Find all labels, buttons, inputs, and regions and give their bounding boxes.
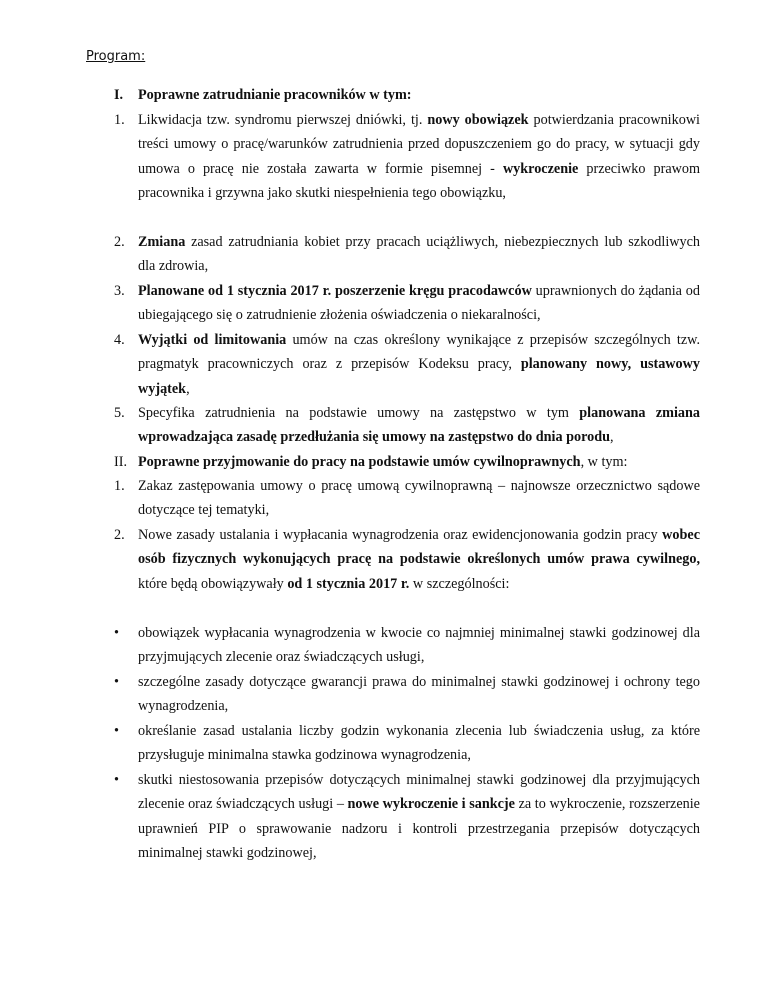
section-2-header [116,450,700,474]
bullet-symbol: • [114,723,119,739]
bullet-item-2 [116,670,700,719]
section-2-title-tail: , w tym: [580,454,628,470]
section-1-item-1 [116,108,700,205]
item-text: umów na czas określony wynikające z przepisów szczególnych tzw. pragmatyk pracowniczych oraz z przepisów Kodeksu pracy, [138,332,700,373]
item-bold-text: planowana zmiana wprowadzająca zasadę przedłużania się umowy na zastępstwo do dnia porodu [138,405,701,446]
program-heading: Program: [86,49,146,64]
section-2-number: II. [114,454,127,470]
item-bold-text: wobec osób fizycznych wykonujących pracę na podstawie określonych umów prawa cywilnego, [138,527,700,568]
bullet-item-3 [116,719,700,768]
bullet-text: skutki niestosowania przepisów dotyczących minimalnej stawki godzinowej dla przyjmujących zlecenie oraz świadczących usługi – [138,772,700,813]
item-bold-text: od 1 stycznia 2017 r. [287,575,410,592]
bullet-text: obowiązek wypłacania wynagrodzenia w kwocie co najmniej minimalnej stawki godzinowej dla przyjmujących zlecenie oraz świadczących usługi, [138,625,700,666]
item-bold-text: nowy obowiązek [427,112,529,128]
bullet-text: szczególne zasady dotyczące gwarancji prawa do minimalnej stawki godzinowej i ochrony tego wynagrodzenia, [138,674,700,715]
item-text: uprawnionych do żądania od ubiegającego się o zatrudnienie złożenia oświadczenia o niekaralności, [138,283,700,324]
section-2-title: Poprawne przyjmowanie do pracy na podstawie umów cywilnoprawnych [138,454,581,470]
section-1-item-2 [116,230,700,279]
item-text: w szczególności: [409,575,510,592]
bullet-text: za to wykroczenie, rozszerzenie uprawnień PIP o sprawowanie nadzoru i kontroli przestrzegania przepisów dotyczących minimalnej stawki godzinowej, [138,796,700,861]
item-number: 2. [114,527,125,543]
item-bold-text: Wyjątki od limitowania [138,332,287,348]
item-text: , [186,380,190,397]
item-text: które będą obowiązywały [138,575,288,592]
section-1-item-4 [116,328,700,401]
item-bold-text: Planowane od 1 stycznia 2017 r. poszerzenie kręgu pracodawców [138,283,532,299]
section-1-item-3 [116,279,700,328]
item-text: Zakaz zastępowania umowy o pracę umową cywilnoprawną – najnowsze orzecznictwo sądowe dotyczące tej tematyki, [138,478,700,519]
item-text: Nowe zasady ustalania i wypłacania wynagrodzenia oraz ewidencjonowania godzin pracy [138,527,663,543]
bullet-item-4 [116,768,700,865]
bullet-symbol: • [114,625,119,641]
item-number: 5. [114,405,125,421]
item-bold-text: planowany nowy, ustawowy wyjątek [138,356,700,397]
item-text: Likwidacja tzw. syndromu pierwszej dniówki, tj. [138,112,428,128]
section-2-item-1 [116,474,700,523]
item-number: 3. [114,283,125,299]
item-text: zasad zatrudniania kobiet przy pracach uciążliwych, niebezpiecznych lub szkodliwych dla zdrowia, [138,234,700,275]
section-1-item-5 [116,401,700,450]
item-text: Specyfika zatrudnienia na podstawie umowy na zastępstwo w tym [138,405,580,421]
item-text: potwierdzania pracownikowi treści umowy o pracę/warunków zatrudnienia przed dopuszczeniem go do pracy, w sytuacji gdy umowa o pracę nie została zawarta w formie pisemnej - [138,112,701,177]
item-number: 2. [114,234,125,250]
section-2-item-2 [116,523,700,596]
item-bold-text: Zmiana [138,234,186,250]
item-number: 1. [114,478,125,494]
bullet-item-1 [116,621,700,670]
bullet-text: określanie zasad ustalania liczby godzin wykonania zlecenia lub świadczenia usług, za które przysługuje minimalna stawka godzinowa wynagrodzenia, [138,723,700,764]
item-number: 4. [114,332,125,348]
section-1-header [116,83,700,107]
section-1-title: Poprawne zatrudnianie pracowników w tym: [138,87,412,103]
bullet-symbol: • [114,772,119,788]
item-number: 1. [114,112,125,128]
item-text: , [610,429,614,446]
item-text: przeciwko prawom pracownika i grzywna jako skutki niespełnienia tego obowiązku, [138,160,701,201]
item-bold-text: wykroczenie [502,160,579,177]
bullet-bold-text: nowe wykroczenie i sankcje [347,796,515,813]
section-1-number: I. [114,87,124,103]
bullet-symbol: • [114,674,119,690]
